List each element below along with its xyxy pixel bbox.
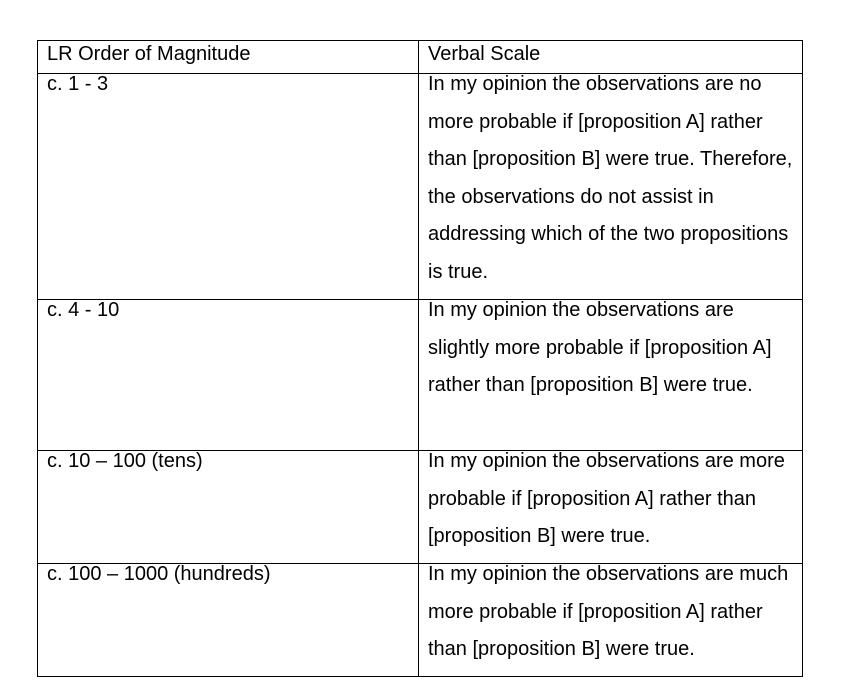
- table-row: [38, 300, 803, 451]
- lr-value: c. 4 - 10: [47, 299, 120, 321]
- verbal-cell: [419, 451, 803, 564]
- verbal-statement: In my opinion the observations are slightly more probable if [proposition A] rather than [proposition B] were true.: [428, 299, 772, 396]
- lr-cell: [38, 451, 419, 564]
- lr-cell: [38, 74, 419, 300]
- header-lr-order-label: LR Order of Magnitude: [47, 43, 251, 65]
- header-verbal-scale-label: Verbal Scale: [428, 43, 541, 65]
- verbal-statement: In my opinion the observations are much more probable if [proposition A] rather than [proposition B] were true.: [428, 563, 789, 660]
- table-row: [38, 74, 803, 300]
- verbal-cell: [419, 74, 803, 300]
- lr-value: c. 10 – 100 (tens): [47, 450, 203, 472]
- lr-value: c. 1 - 3: [47, 73, 109, 95]
- verbal-cell: [419, 300, 803, 451]
- table-row: [38, 451, 803, 564]
- table-row: [38, 564, 803, 677]
- verbal-cell: [419, 564, 803, 677]
- lr-cell: [38, 300, 419, 451]
- lr-cell: [38, 564, 419, 677]
- verbal-statement: In my opinion the observations are no more probable if [proposition A] rather than [proposition B] were true. Therefore, the observations do not assist in addressing which of the two propositions is true.: [428, 73, 793, 283]
- verbal-scale-table: [37, 40, 803, 677]
- lr-value: c. 100 – 1000 (hundreds): [47, 563, 271, 585]
- verbal-statement: In my opinion the observations are more probable if [proposition A] rather than [proposition B] were true.: [428, 450, 785, 547]
